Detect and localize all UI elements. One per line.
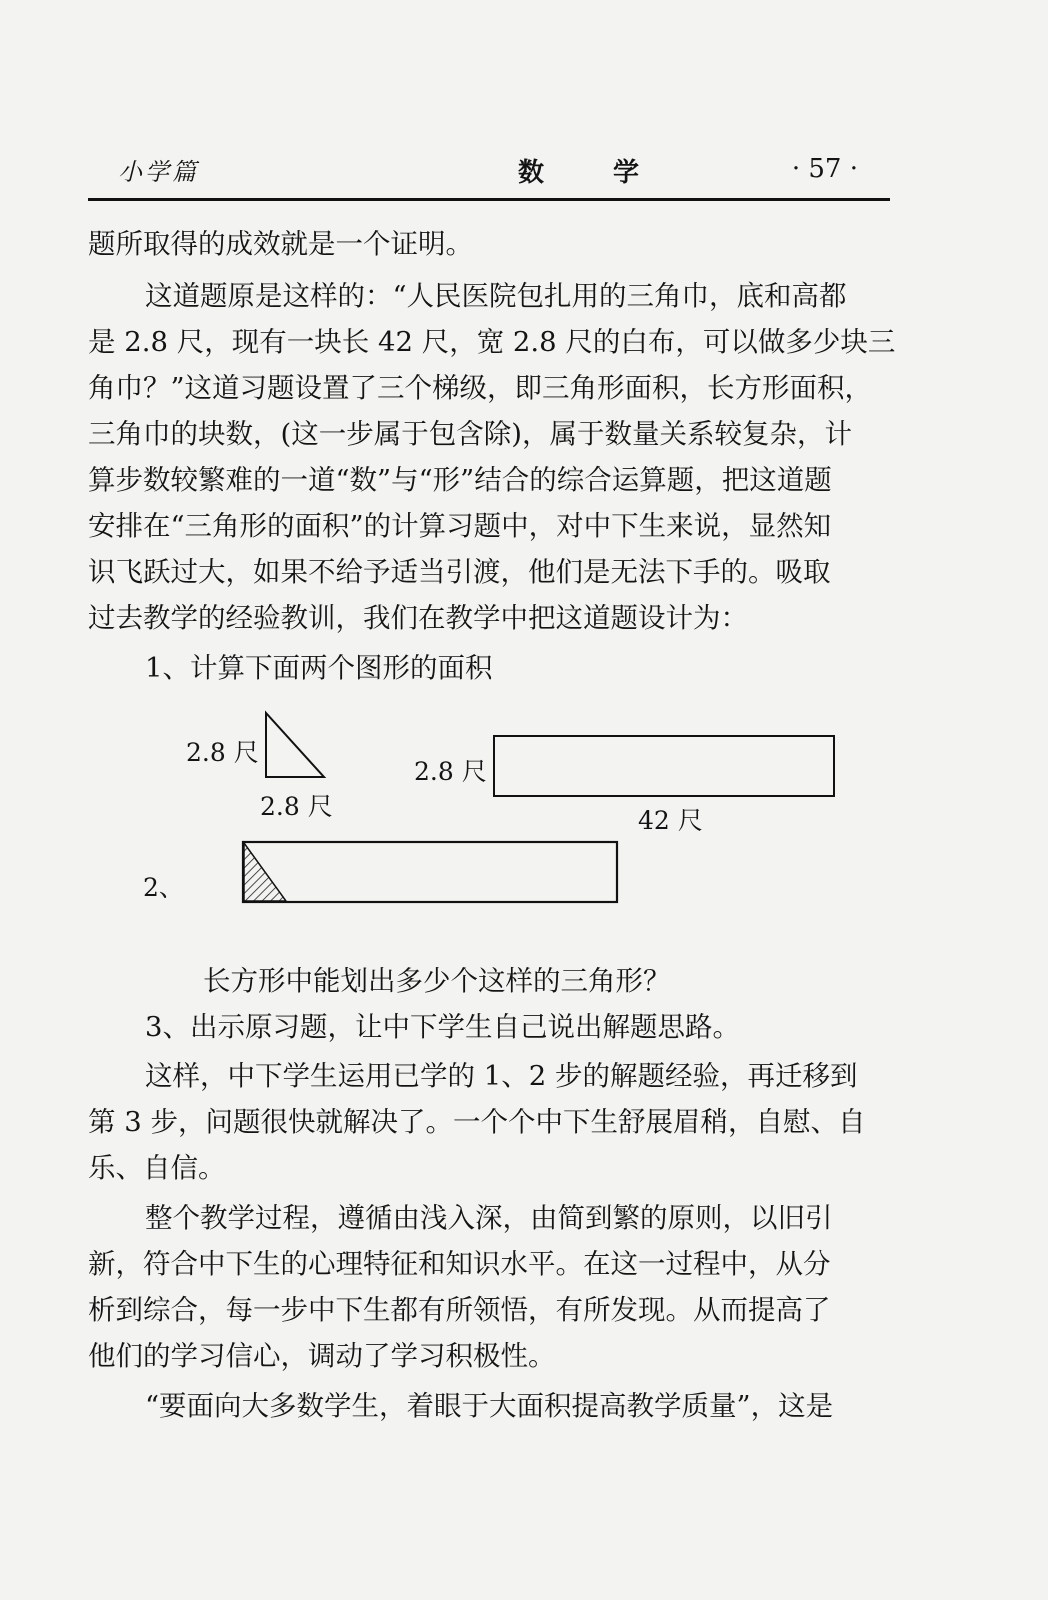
- triangle-height-label: 2.8 尺: [186, 738, 259, 767]
- step-3-text: 3、出示原习题，让中下学生自己说出解题思路。: [145, 1011, 740, 1043]
- text-line: 这道题原是这样的：“人民医院包扎用的三角巾，底和高都: [145, 280, 847, 312]
- right-triangle: [266, 713, 324, 777]
- step-1-text: 1、计算下面两个图形的面积: [145, 652, 493, 684]
- step-2-label: 2、: [143, 873, 184, 902]
- text-line: “要面向大多数学生，着眼于大面积提高教学质量”，这是: [145, 1390, 834, 1422]
- hatched-triangle: [244, 843, 286, 901]
- triangle-base-label: 2.8 尺: [260, 792, 333, 821]
- strip-rectangle: [243, 842, 617, 902]
- header-rule: [88, 198, 890, 201]
- text-line: 乐、自信。: [88, 1152, 226, 1184]
- text-line: 他们的学习信心，调动了学习积极性。: [88, 1340, 556, 1372]
- page-number: · 57 ·: [791, 154, 858, 184]
- text-line: 识飞跃过大，如果不给予适当引渡，他们是无法下手的。吸取: [88, 556, 831, 588]
- text-line: 角巾？”这道习题设置了三个梯级，即三角形面积，长方形面积，: [88, 372, 873, 404]
- figure-question: 长方形中能划出多少个这样的三角形？: [203, 965, 671, 997]
- subject-title: 数 学: [518, 158, 670, 188]
- text-line: 三角巾的块数，(这一步属于包含除)，属于数量关系较复杂，计: [88, 418, 852, 450]
- text-line: 析到综合，每一步中下生都有所领悟，有所发现。从而提高了: [88, 1294, 831, 1326]
- running-head: [88, 152, 888, 192]
- text-line: 这样，中下学生运用已学的 1、2 步的解题经验，再迁移到: [145, 1060, 858, 1092]
- text-line: 第 3 步，问题很快就解决了。一个个中下生舒展眉稍，自慰、自: [88, 1106, 866, 1138]
- text-line: 过去教学的经验教训，我们在教学中把这道题设计为：: [88, 602, 748, 634]
- text-line: 新，符合中下生的心理特征和知识水平。在这一过程中，从分: [88, 1248, 831, 1280]
- text-line: 题所取得的成效就是一个证明。: [88, 228, 473, 260]
- text-line: 安排在“三角形的面积”的计算习题中，对中下生来说，显然知: [88, 510, 832, 542]
- long-rectangle: [494, 736, 834, 796]
- text-line: 整个教学过程，遵循由浅入深，由简到繁的原则，以旧引: [145, 1202, 833, 1234]
- text-line: 算步数较繁难的一道“数”与“形”结合的综合运算题，把这道题: [88, 464, 832, 496]
- text-line: 是 2.8 尺，现有一块长 42 尺，宽 2.8 尺的白布，可以做多少块三: [88, 326, 896, 358]
- rect-length-label: 42 尺: [638, 806, 703, 835]
- rect-width-label: 2.8 尺: [414, 757, 487, 786]
- section-title: 小学篇: [118, 158, 199, 186]
